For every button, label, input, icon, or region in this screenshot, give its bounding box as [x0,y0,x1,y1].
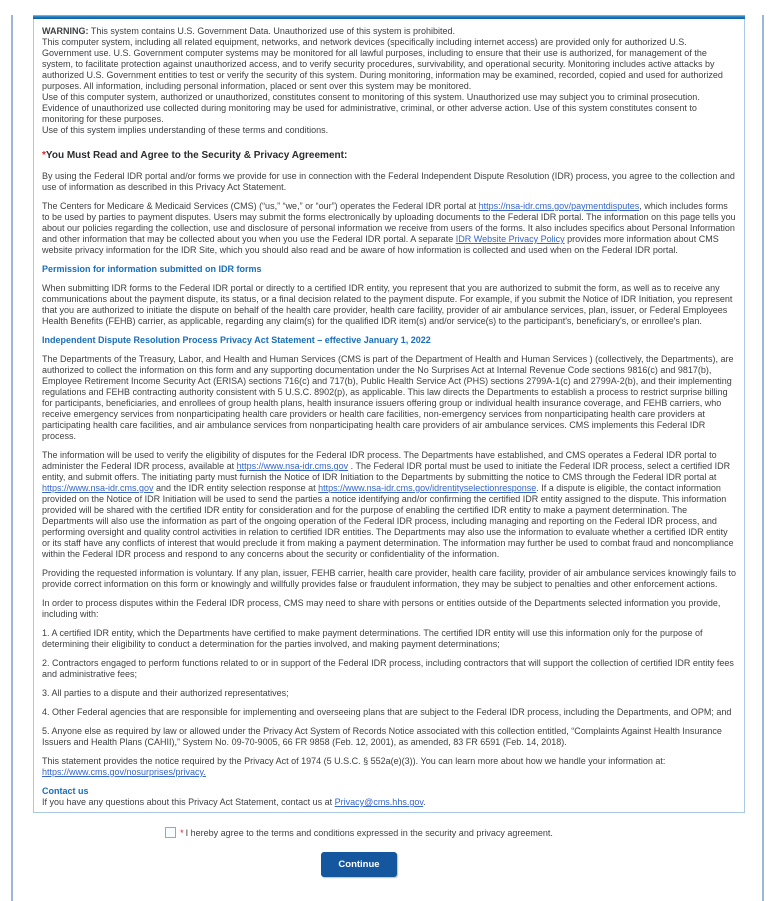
text-segment: Permission for information submitted on IDR forms [42,264,262,274]
text-segment: The Centers for Medicare & Medicaid Services (CMS) (“us,” “we,” or “our”) operates the Federal IDR portal at [42,201,479,211]
list-item-4 [42,707,736,718]
inline-link[interactable]: Privacy@cms.hhs.gov [334,797,424,807]
text-segment: Independent Dispute Resolution Process Privacy Act Statement – effective January 1, 2022 [42,335,431,345]
text-segment: 1. A certified IDR entity, which the Departments have certified to make payment determinations. The certified IDR entity will use this information only for the purpose of determining their eligibility to conduct a determination for the parties involved, and making payment determinations; [42,628,703,649]
privacy-act-notice-paragraph [42,756,736,778]
text-segment: * [42,150,46,161]
must-read-heading [42,150,736,161]
text-segment: If you have any questions about this Privacy Act Statement, contact us at [42,797,335,807]
voluntary-paragraph [42,568,736,590]
agree-checkbox[interactable] [165,827,176,838]
permission-heading [42,264,736,275]
text-segment: When submitting IDR forms to the Federal IDR portal or directly to a certified IDR entity, you represent that you are authorized to submit the form, as well as to receive any communications about the payment dispute, its status, or a final decision related to the payment dispute. For example, if you submit the Notice of IDR Initiation, you represent that you are authorized to initiate the dispute on behalf of the health care provider, health care facility, provider of air ambulance services, plan, issuer, or Federal Employees Health Benefits (FEHB) carrier, as applicable, regarding any claim(s) for the qualified IDR item(s) and/or service(s) to the participant's, beneficiary's, or enrollee's plan. [42,283,733,326]
inline-link[interactable]: IDR Website Privacy Policy [455,234,565,244]
text-segment: 3. All parties to a dispute and their authorized representatives; [42,688,289,698]
text-segment: This computer system, including all related equipment, networks, and network devices (specifically including internet access) are provided only for authorized U.S. Government use. U.S. Government computer systems may be monitored for all lawful purposes, including to ensure that their use is authorized, for management of the system, to facilitate protection against unauthorized access, and to verify security procedures, survivability, and operational security. Monitoring includes active attacks by authorized U.S. Government entities to test or verify the security of this system. During monitoring, information may be examined, recorded, copied and used for authorized purposes. All information, including personal information, placed or sent over this system may be monitored. [42,37,723,91]
agree-label: I hereby agree to the terms and conditions expressed in the security and privacy agreement. [185,828,553,838]
departments-paragraph [42,354,736,442]
required-asterisk: * [180,828,184,838]
text-segment: . If a dispute is eligible, the contact information provided on the Notice of IDR Initiation will be used to send the parties a notice identifying and/or confirming the certified IDR entity assigned to the dispute. This information provided will be shared with the certified IDR entity for consideration and for the purpose of enabling the certified IDR entity to make a payment determination. The Departments will also use the information as part of the ongoing operation of the Federal IDR process, including managing and reporting on the Federal IDR process, and performing oversight and quality control activities in relation to certified IDR entities. The Departments may also use the information to evaluate whether a certified IDR entity or its staff have any conflicts of interest that would preclude it from making a payment determination. The information may further be used to combat fraud and noncompliance within the Federal IDR process and respond to any concerns about the security or confidentiality of the information. [42,483,734,559]
inline-link[interactable]: https://nsa-idr.cms.gov/paymentdisputes [478,201,640,211]
system-warning [42,26,736,136]
inline-link[interactable]: https://www.nsa-idr.cms.gov [236,461,349,471]
list-item-5 [42,726,736,748]
text-segment: In order to process disputes within the Federal IDR process, CMS may need to share with persons or entities outside of the Departments selected information you provide, including with: [42,598,721,619]
text-segment: Contact us [42,786,89,796]
list-item-1 [42,628,736,650]
text-segment: . The Federal IDR portal must be used to initiate the Federal IDR process, select a certified IDR entity, and submit offers. The initiating party must furnish the Notice of IDR Initiation to the Departments by submitting the notice to CMS through the Federal IDR portal at [42,461,731,482]
text-segment: By using the Federal IDR portal and/or forms we provide for use in connection with the Federal Independent Dispute Resolution (IDR) process, you agree to the collection and use of information as described in this Privacy Act Statement. [42,171,735,192]
text-segment: 2. Contractors engaged to perform functions related to or in support of the Federal IDR process, including contractors that will support the collection of certified IDR entity fees and administrative fees; [42,658,734,679]
inline-link[interactable]: https://www.nsa-idr.cms.gov/idrentityselectionresponse [318,483,537,493]
information-use-paragraph [42,450,736,560]
contact-us-heading [42,786,736,797]
permission-paragraph [42,283,736,327]
text-segment: 5. Anyone else as required by law or allowed under the Privacy Act System of Records Notice associated with this collection entitled, “Complaints Against Health Insurance Issuers and Health Plans (CAHII),” System No. 09-70-9005, 66 FR 9858 (Feb. 12, 2001), as amended, 83 FR 6591 (Feb. 14, 2018). [42,726,722,747]
text-segment: Providing the requested information is voluntary. If any plan, issuer, FEHB carrier, health care provider, health care facility, provider of air ambulance services knowingly fails to provide correct information on this form or knowingly and willfully provides false or fraudulent information, they may be subject to penalties and other enforcement actions. [42,568,736,589]
text-segment: The information will be used to verify the eligibility of disputes for the Federal IDR process. The Departments have established, and CMS operates a Federal IDR portal to administer the Federal IDR process, available at [42,450,717,471]
inline-link[interactable]: https://www.nsa-idr.cms.gov [42,483,154,493]
sharing-intro-paragraph [42,598,736,620]
privacy-act-heading [42,335,736,346]
text-segment: This system contains U.S. Government Data. Unauthorized use of this system is prohibited. [88,26,455,36]
text-segment: The Departments of the Treasury, Labor, and Health and Human Services (CMS is part of the Department of Health and Human Services ) (collectively, the Departments), are authorized to collect the information on this form and any supporting documentation under the No Surprises Act at Internal Revenue Code sections 9816(c) and 9817(b), Employee Retirement Income Security Act (ERISA) sections 716(c) and 717(b), Public Health Service Act (PHS) sections 2799A-1(c) and 2799A-2(b), and their implementing regulations and FEHB contracting authority consistent with 5 U.S.C. 8902(p), as applicable. This law directs the Departments to establish a process to restrict surprise billing for participants, beneficiaries, and enrollees of group health plans, health insurance issuers offering group or individual health insurance coverage, and FEHB carriers, who receive emergency services from nonparticipating health care providers or health care facilities, non-emergency services from nonparticipating health care providers at participating health care facilities, and air ambulance services from nonparticipating health care providers of air ambulance services. CMS implements this Federal IDR process. [42,354,734,441]
text-segment: Use of this system implies understanding of these terms and conditions. [42,125,329,135]
list-item-2 [42,658,736,680]
text-segment: WARNING: [42,26,89,36]
text-segment: This statement provides the notice required by the Privacy Act of 1974 (5 U.S.C. § 552a(e)(3)). You can learn more about how we handle your information at: [42,756,666,766]
inline-link[interactable]: https://www.cms.gov/nosurprises/privacy. [42,767,206,777]
text-segment: and the IDR entity selection response at [153,483,319,493]
text-segment: Use of this computer system, authorized or unauthorized, constitutes consent to monitoring of this system. Unauthorized use may subject you to criminal prosecution. Evidence of unauthorized use collected during monitoring may be used for administrative, criminal, or other adverse action. Use of this system constitutes consent to monitoring for these purposes. [42,92,700,124]
text-segment: . [423,797,426,807]
text-segment: provides more information about CMS website privacy information for the IDR Site, which you should also read and be aware of how information is collected and used when on the Federal IDR portal. [42,234,719,255]
text-segment: 4. Other Federal agencies that are responsible for implementing and overseeing plans that are subject to the Federal IDR process, including the Departments, and OPM; and [42,707,732,717]
cms-operates-paragraph [42,201,736,256]
agreement-panel [33,19,745,813]
text-segment: , which includes forms to be used by parties to payment disputes. Users may submit the forms electronically by uploading documents to the Federal IDR portal. The information on this page tells you about our policies regarding the collection, use and disclosure of personal information we receive from users of the forms. It also includes specifics about Personal Information and other information that may be collected about you when you use the Federal IDR portal. A separate [42,201,736,244]
intro-paragraph [42,171,736,193]
contact-us-paragraph [42,797,736,808]
list-item-3 [42,688,736,699]
continue-button[interactable]: Continue [321,852,397,877]
text-segment: You Must Read and Agree to the Security & Privacy Agreement: [45,150,348,161]
agreement-checkbox-row [165,827,553,839]
agreement-footer [33,827,685,877]
